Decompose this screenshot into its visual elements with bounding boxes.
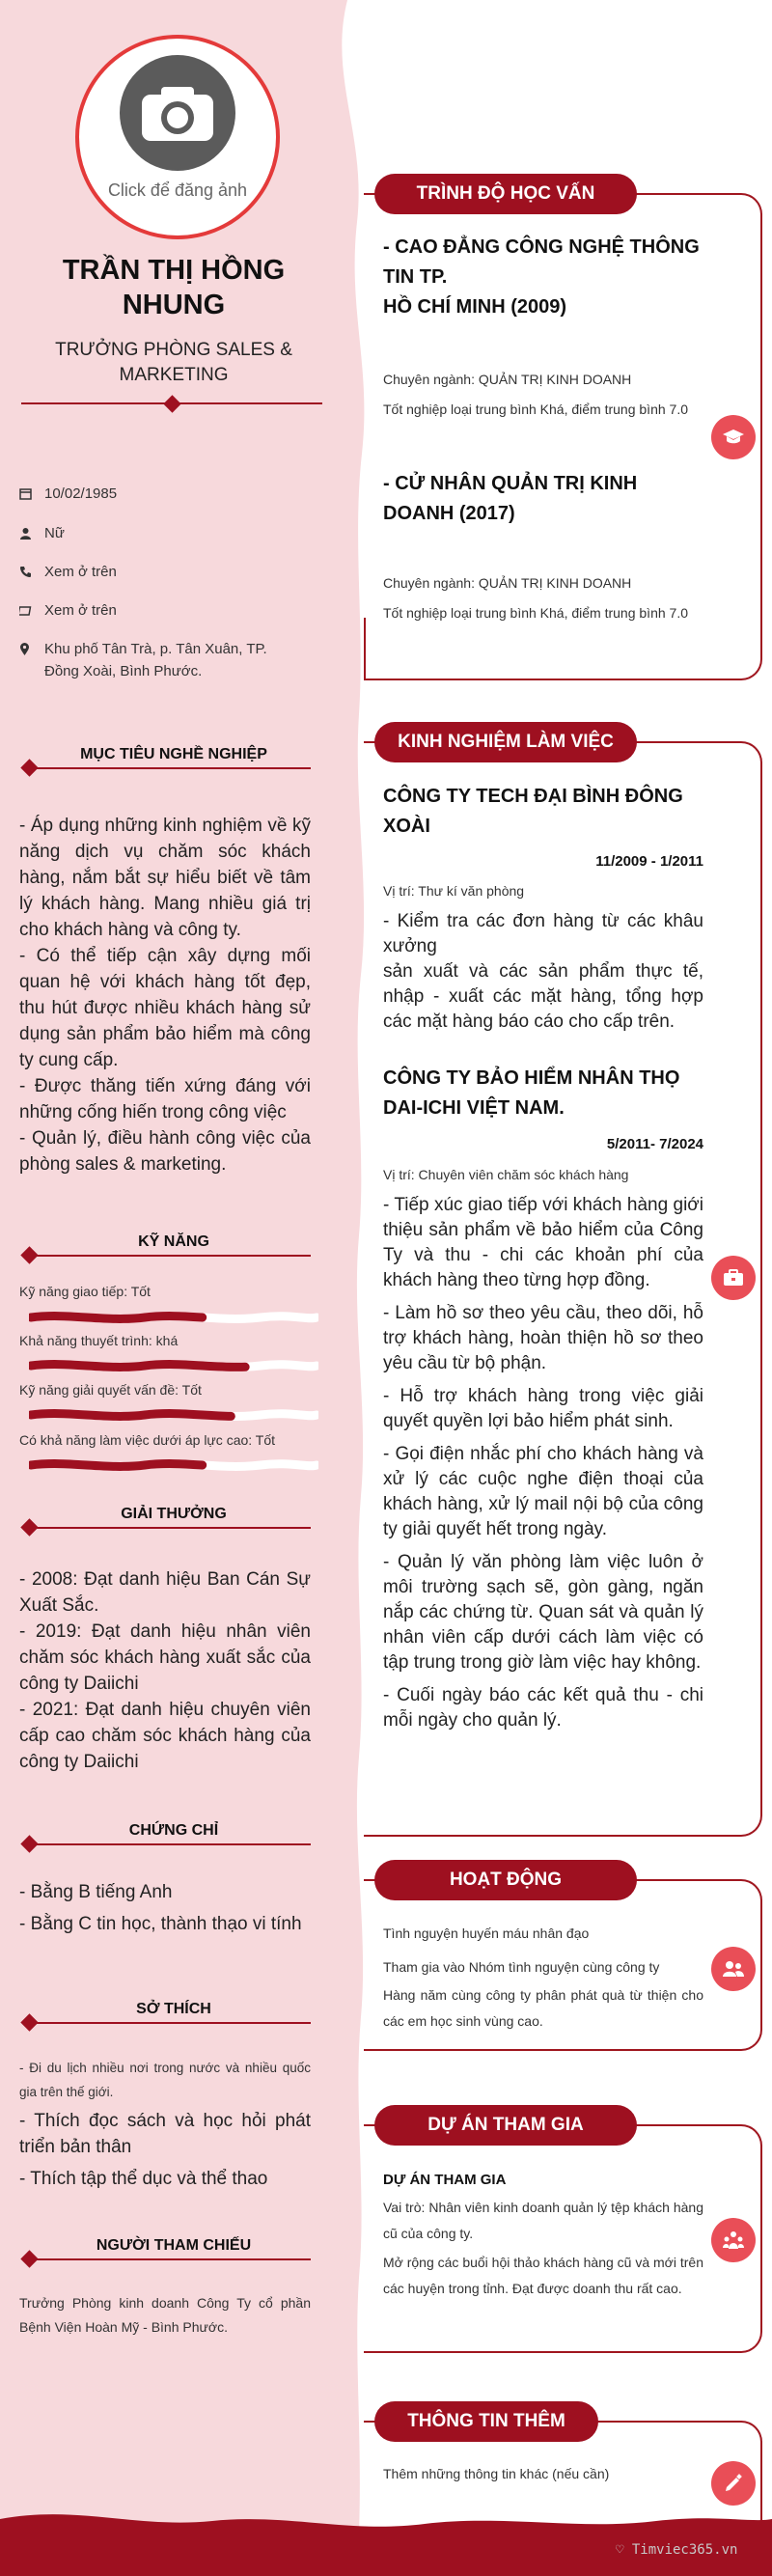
skill-bar (29, 1458, 318, 1472)
skill-bar (29, 1311, 318, 1324)
users-group-icon (711, 2218, 756, 2262)
experience-title: KINH NGHIỆM LÀM VIỆC (374, 722, 637, 762)
contact-phone: Xem ở trên (19, 561, 328, 583)
contact-address: Khu phố Tân Trà, p. Tân Xuân, TP. Đồng Xoài, Bình Phước. (19, 638, 328, 682)
people-icon (711, 1947, 756, 1991)
project-role: Vai trò: Nhân viên kinh doanh quản lý tệp khách hàng cũ của công ty. (383, 2200, 703, 2241)
extra-text: Thêm những thông tin khác (nếu cần) (383, 2466, 610, 2481)
extra-title: THÔNG TIN THÊM (374, 2401, 598, 2442)
skill-label: Có khả năng làm việc dưới áp lực cao: Tốt (19, 1432, 276, 1448)
hobbies-text: - Thích đọc sách và học hỏi phát triển bản thân - Thích tập thể dục và thể thao (19, 2111, 311, 2189)
job-duties: - Kiểm tra các đơn hàng từ các khâu xưởng sản xuất và các sản phẩm thực tế, nhập - xuất các mặt hàng, tổng hợp các mặt hàng báo cáo cho cấp trên. (383, 911, 703, 1032)
job-duties: - Tiếp xúc giao tiếp với khách hàng giới thiệu sản phẩm về bảo hiểm của Công Ty và thu - chi các khoản phí của khách hàng theo từng hợp đồng. - Làm hồ sơ theo yêu cầu, theo dõi, hỗ trợ khách hàng, hoàn thiện hồ sơ theo yêu cầu từ bộ phận. - Hỗ trợ khách hàng trong việc giải quyết quyền lợi bảo hiểm phát sinh. - Gọi điện nhắc phí cho khách hàng và xử lý các cuộc nghe điện thoại của khách hàng, xử lý mail nội bộ của công ty giải quyết hết trong ngày. - Quản lý văn phòng làm việc luôn ở môi trường sạch sẽ, gòn gàng, ngăn nắp các chứng từ. Quan sát và quản lý nhân viên cấp dưới cách làm việc có tập trung trong giờ làm việc hay không. - Cuối ngày báo các kết quả thu - chi mỗi ngày cho quản lý. (383, 1195, 703, 1731)
education-item-grade: Tốt nghiệp loại trung bình Khá, điểm trung bình 7.0 (383, 605, 688, 621)
education-item-heading: - CỬ NHÂN QUẢN TRỊ KINH DOANH (2017) (383, 473, 638, 524)
contact-gender: Nữ (19, 522, 328, 544)
user-icon (19, 522, 44, 544)
job-position: Vị trí: Chuyên viên chăm sóc khách hàng (383, 1167, 629, 1182)
certificates-text: - Bằng B tiếng Anh - Bằng C tin học, thành thạo vi tính (19, 1882, 302, 1934)
pencil-icon (711, 2461, 756, 2506)
objective-text: - Áp dụng những kinh nghiệm về kỹ năng dịch vụ chăm sóc khách hàng, nắm bắt sự hiểu biết về tâm lý khách hàng. Mang nhiều giá trị cho khách hàng và công ty. - Có thể tiếp cận xây dựng mối quan hệ với khách hàng tốt đẹp, thu hút được nhiều khách hàng sử dụng sản phẩm bảo hiểm mà công ty cung cấp. - Được thăng tiến xứng đáng với những cống hiến trong công việc - Quản lý, điều hành công việc của phòng sales & marketing. (19, 816, 311, 1175)
education-item-major: Chuyên ngành: QUẢN TRỊ KINH DOANH (383, 575, 632, 591)
objective-divider (29, 767, 311, 769)
avatar-upload[interactable] (75, 35, 280, 239)
job-period: 11/2009 - 1/2011 (595, 853, 703, 870)
calendar-icon (19, 483, 44, 505)
briefcase-icon (711, 1256, 756, 1300)
job-period: 5/2011- 7/2024 (606, 1136, 703, 1152)
references-divider (29, 2258, 311, 2260)
full-name: TRẦN THỊ HỒNG NHUNG (62, 255, 286, 320)
education-title: TRÌNH ĐỘ HỌC VẤN (374, 174, 637, 214)
project-heading: DỰ ÁN THAM GIA (383, 2172, 507, 2188)
certificates-title: CHỨNG CHỈ (128, 1822, 219, 1839)
graduation-cap-icon (711, 415, 756, 459)
skills-divider (29, 1255, 311, 1257)
job-title: TRƯỞNG PHÒNG SALES & MARKETING (55, 340, 292, 385)
location-icon (19, 638, 44, 660)
hobbies-divider (29, 2022, 311, 2024)
avatar-hint: Click để đăng ảnh (107, 180, 248, 200)
skill-bar (29, 1359, 318, 1372)
education-item-major: Chuyên ngành: QUẢN TRỊ KINH DOANH (383, 372, 632, 387)
skill-label: Kỹ năng giải quyết vấn đề: Tốt (19, 1382, 202, 1398)
objective-title: MỤC TIÊU NGHỀ NGHIỆP (80, 746, 267, 762)
activities-title: HOẠT ĐỘNG (374, 1860, 637, 1900)
contact-dob: 10/02/1985 (19, 483, 328, 505)
references-text: Trưởng Phòng kinh doanh Công Ty cổ phần Bệnh Viện Hoàn Mỹ - Bình Phước. (19, 2295, 311, 2335)
awards-divider (29, 1527, 311, 1529)
education-item-grade: Tốt nghiệp loại trung bình Khá, điểm trung bình 7.0 (383, 402, 688, 417)
job-company: CÔNG TY TECH ĐẠI BÌNH ĐÔNG XOÀI (383, 786, 683, 837)
email-icon (19, 599, 44, 622)
references-title: NGƯỜI THAM CHIẾU (96, 2237, 252, 2254)
camera-icon (120, 55, 235, 171)
watermark: ♡ Timviec365.vn (616, 2542, 738, 2558)
job-position: Vị trí: Thư kí văn phòng (383, 883, 525, 899)
education-item-heading: - CAO ĐẲNG CÔNG NGHỆ THÔNG TIN TP. HỒ CHÍ MINH (2009) (383, 236, 700, 318)
certificates-divider (29, 1843, 311, 1845)
activity-line: Tham gia vào Nhóm tình nguyện cùng công ty (383, 1959, 660, 1975)
activity-line: Tình nguyện huyến máu nhân đạo (383, 1925, 590, 1941)
education-box-left (364, 618, 366, 680)
skill-label: Kỹ năng giao tiếp: Tốt (19, 1284, 151, 1299)
projects-title: DỰ ÁN THAM GIA (374, 2105, 637, 2146)
phone-icon (19, 561, 44, 583)
contact-email: Xem ở trên (19, 599, 328, 622)
activity-line: Hàng năm cùng công ty phân phát quà từ thiện cho các em học sinh vùng cao. (383, 1987, 703, 2029)
job-company: CÔNG TY BẢO HIỂM NHÂN THỌ DAI-ICHI VIỆT NAM. (383, 1067, 680, 1119)
skill-label: Khả năng thuyết trình: khá (19, 1333, 179, 1348)
skills-title: KỸ NĂNG (138, 1233, 209, 1250)
skill-bar (29, 1408, 318, 1422)
awards-text: - 2008: Đạt danh hiệu Ban Cán Sự Xuất Sắc. - 2019: Đạt danh hiệu nhân viên chăm sóc khách hàng xuất sắc của công ty Daiichi - 2021: Đạt danh hiệu chuyên viên cấp cao chăm sóc khách hàng của công ty Daiichi (19, 1569, 311, 1772)
hobbies-text-small: - Đi du lịch nhiều nơi trong nước và nhiều quốc gia trên thế giới. (19, 2061, 311, 2099)
project-description: Mở rộng các buổi hội thảo khách hàng cũ và mới trên các huyện trong tỉnh. Đạt được doanh thu rất cao. (383, 2255, 703, 2296)
hobbies-title: SỞ THÍCH (136, 2001, 211, 2017)
awards-title: GIẢI THƯỞNG (121, 1506, 227, 1522)
